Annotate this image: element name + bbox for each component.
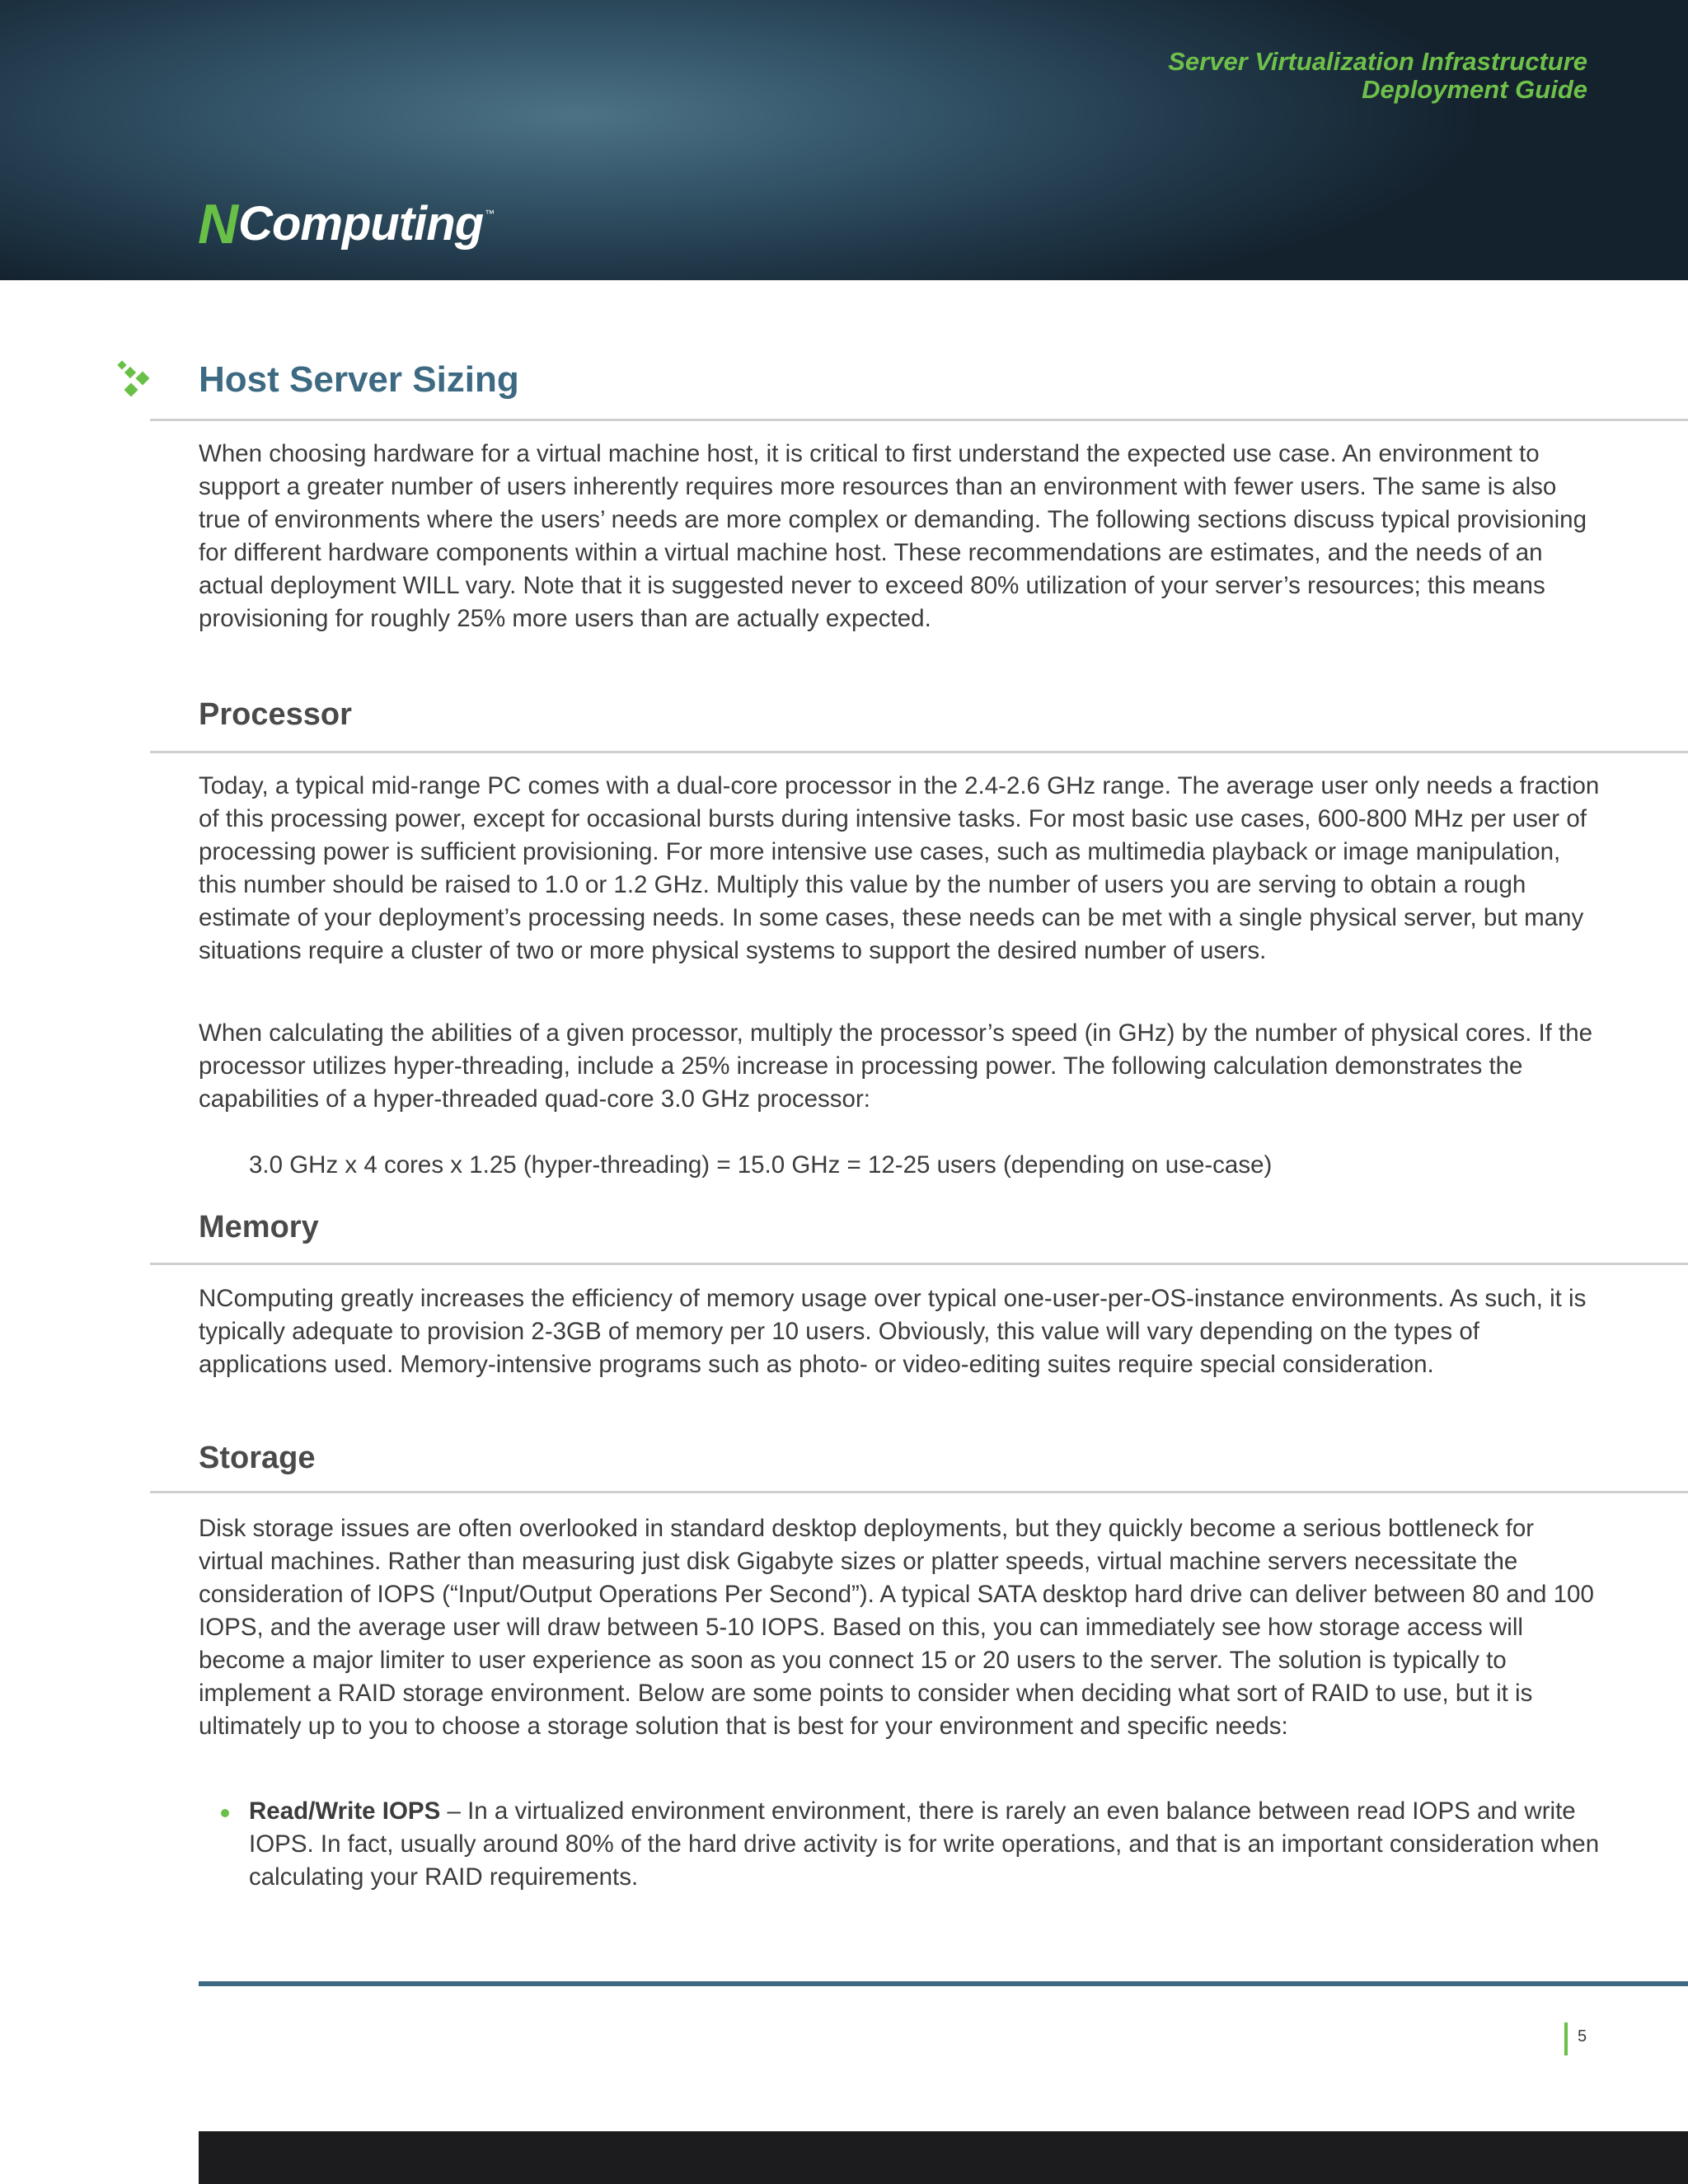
diamond-bullet-icon: [115, 359, 152, 401]
processor-formula: 3.0 GHz x 4 cores x 1.25 (hyper-threading) = 15.0 GHz = 12-25 users (depending on use-case): [249, 1151, 1273, 1179]
memory-divider: [150, 1263, 1688, 1265]
footer-bar: [199, 2131, 1688, 2184]
bullet-term: Read/Write IOPS: [249, 1797, 441, 1825]
subsection-title-storage: Storage: [199, 1441, 316, 1475]
storage-divider: [150, 1491, 1688, 1493]
section-title-host-server-sizing: Host Server Sizing: [199, 359, 519, 400]
document-title-line2: Deployment Guide: [1362, 75, 1587, 104]
processor-paragraph-1: Today, a typical mid-range PC comes with a dual-core processor in the 2.4-2.6 GHz range. The average user only needs a fraction of this processing power, except for occasional bursts during intensive tasks. For most basic use cases, 600-800 MHz per user of processing power is sufficient provisioning. For more intensive use cases, such as multimedia playback or image manipulation, this number should be raised to 1.0 or 1.2 GHz. Multiply this value by the number of users you are serving to obtain a rough estimate of your deployment’s processing needs. In some cases, these needs can be met with a single physical server, but many situations require a cluster of two or more physical systems to support the desired number of users.: [199, 772, 1600, 964]
document-title: [1168, 48, 1587, 104]
logo-wordmark: Computing: [238, 197, 484, 251]
bullet-separator: –: [440, 1797, 468, 1825]
processor-paragraph-2: When calculating the abilities of a given processor, multiply the processor’s speed (in GHz) by the number of physical cores. If the processor utilizes hyper-threading, include a 25% increase in processing power. The following calculation demonstrates the capabilities of a hyper-threaded quad-core 3.0 GHz processor:: [199, 1019, 1593, 1113]
storage-paragraph: Disk storage issues are often overlooked in standard desktop deployments, but they quickly become a serious bottleneck for virtual machines. Rather than measuring just disk Gigabyte sizes or platter speeds, virtual machine servers necessitate the consideration of IOPS (“Input/Output Operations Per Second”). A typical SATA desktop hard drive can deliver between 80 and 100 IOPS, and the average user will draw between 5-10 IOPS. Based on this, you can immediately see how storage access will become a major limiter to user experience as soon as you connect 15 or 20 users to the server. The solution is typically to implement a RAID storage environment. Below are some points to consider when deciding what sort of RAID to use, but it is ultimately up to you to choose a storage solution that is best for your environment and specific needs:: [199, 1515, 1594, 1740]
ncomputing-logo: [198, 183, 495, 255]
page-number: 5: [1578, 2027, 1587, 2046]
bullet-text: In a virtualized environment environment, there is rarely an even balance between read IOPS and write IOPS. In fact, usually around 80% of the hard drive activity is for write operations, and that is an important consideration when calculating your RAID requirements.: [249, 1797, 1600, 1891]
bullet-dot-icon: [221, 1809, 229, 1817]
intro-paragraph: When choosing hardware for a virtual machine host, it is critical to first understand the expected use case. An environment to support a greater number of users inherently requires more resources than an environment with fewer users. The same is also true of environments where the users’ needs are more complex or demanding. The following sections discuss typical provisioning for different hardware components within a virtual machine host. These recommendations are estimates, and the needs of an actual deployment WILL vary. Note that it is suggested never to exceed 80% utilization of your server’s resources; this means provisioning for roughly 25% more users than are actually expected.: [199, 440, 1587, 632]
page-number-marker: [1564, 2022, 1568, 2055]
document-title-line1: Server Virtualization Infrastructure: [1168, 47, 1587, 76]
header-banner: [0, 0, 1688, 280]
logo-trademark: ™: [485, 208, 495, 219]
section-divider: [150, 419, 1688, 421]
subsection-title-processor: Processor: [199, 697, 352, 732]
subsection-title-memory: Memory: [199, 1210, 319, 1244]
processor-divider: [150, 751, 1688, 753]
footer-rule: [199, 1981, 1688, 1986]
logo-n: N: [198, 193, 239, 255]
storage-bullet-list: [199, 1795, 1600, 1894]
list-item: [199, 1795, 1600, 1894]
memory-paragraph: NComputing greatly increases the efficiency of memory usage over typical one-user-per-OS-instance environments. As such, it is typically adequate to provision 2-3GB of memory per 10 users. Obviously, this value will vary depending on the types of applications used. Memory-intensive programs such as photo- or video-editing suites require special consideration.: [199, 1285, 1587, 1378]
